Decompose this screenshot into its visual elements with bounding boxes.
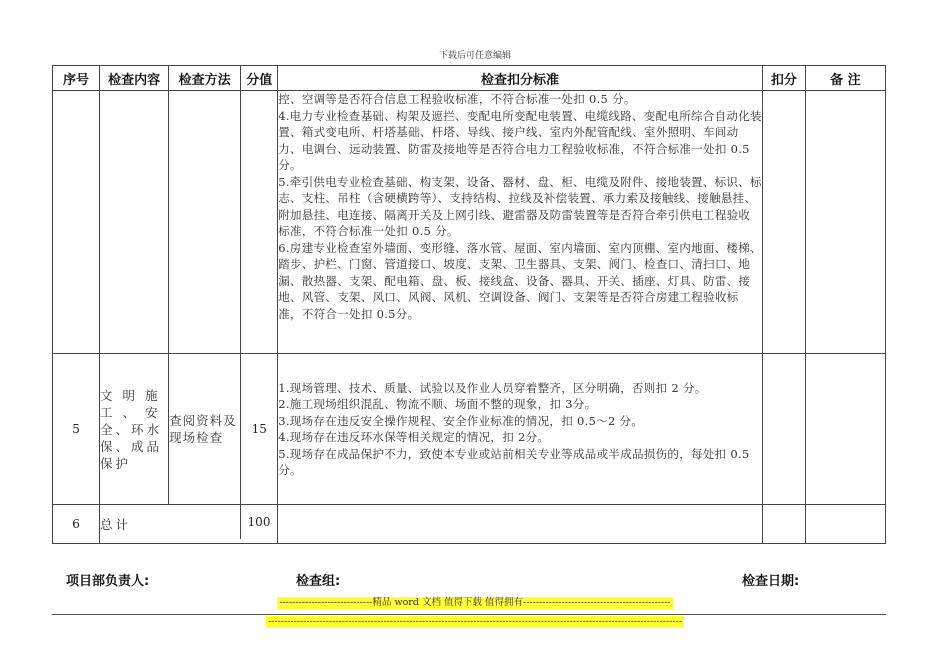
cell-remarks: [805, 354, 885, 505]
banner-line-2: ---------------------------------------------------------------------------------------------------------------------------------: [267, 616, 683, 627]
total-label: 总计: [100, 517, 132, 532]
banner-line-1: -----------------------------精品 word 文档 值得下载 值得拥有----------------------------------------------: [279, 597, 671, 608]
cell-content: 文 明 施工 、 安全、环水保、成品保护: [100, 354, 169, 505]
cell-no: 5: [53, 354, 100, 505]
criteria-item: 控、空调等是否符合信息工程验收标准，不符合标准一处扣 0.5 分。: [278, 92, 636, 106]
bottom-rule: [52, 614, 886, 615]
cell-deduction: [762, 354, 805, 505]
table-header-row: [53, 66, 886, 91]
criteria-item: 2.施工现场组织混乱、物流不顺、场面不整的现象，扣 3分。: [278, 397, 597, 411]
cell-remarks: [805, 505, 885, 544]
cell-score: 15: [241, 354, 278, 505]
header-criteria: 检查扣分标准: [278, 66, 763, 91]
criteria-item: 3.现场存在违反安全操作规程、安全作业标准的情况，扣 0.5～2 分。: [278, 413, 644, 428]
table-row: [53, 91, 886, 354]
cell-no: [53, 91, 100, 354]
header-content: 检查内容: [100, 66, 169, 91]
cell-method: 查阅资料及现场检查: [169, 354, 241, 505]
header-remarks: 备 注: [805, 66, 885, 91]
cell-deduction: [762, 505, 805, 544]
header-note: 下载后可任意编辑: [438, 51, 511, 61]
criteria-item: 6.房建专业检查室外墙面、变形缝、落水管、屋面、室内墙面、室内顶棚、室内地面、楼梯、踏步、护栏、门窗、管道接口、坡度、支架、卫生器具、支架、阀门、检查口、清扫口、地漏、散热器、支架、配电箱、盘、板、接线盒、设备、器具、开关、插座、灯具、防雷、接地、风管、支架、风口、风阀、风机、空调设备、阀门、支架等是否符合房建工程验收标准，不符合一处扣 0.5分。: [278, 240, 762, 321]
header-method: 检查方法: [169, 66, 241, 91]
table-row: [53, 505, 886, 544]
project-manager-label: 项目部负责人:: [66, 574, 150, 589]
inspection-group-label: 检查组:: [296, 574, 341, 589]
promo-banner: [0, 590, 950, 628]
total-score: 100: [247, 515, 271, 529]
cell-score: [241, 91, 278, 354]
cell-content: [100, 91, 169, 354]
cell-no: 6: [53, 505, 100, 544]
inspection-date-label: 检查日期:: [742, 574, 800, 589]
table-row: [53, 354, 886, 505]
criteria-item: 5.牵引供电专业检查基础、构支架、设备、器材、盘、柜、电缆及附件、接地装置、标识、标志、支柱、吊柱（含硬横跨等）、支持结构、拉线及补偿装置、承力索及接触线、接触悬挂、附加悬挂、电连接、隔离开关及上网引线、避雷器及防雷装置等是否符合牵引供电工程验收标准，不符合标准一处扣 0.5 分。: [278, 174, 762, 238]
cell-deduction: [762, 91, 805, 354]
criteria-item: 4.现场存在违反环水保等相关规定的情况，扣 2分。: [278, 430, 550, 444]
criteria-item: 5.现场存在成品保护不力，致使本专业或站前相关专业等成品或半成品损伤的，每处扣 0.5分。: [278, 446, 750, 477]
criteria-item: 4.电力专业检查基础、构架及遮拦、变配电所变配电装置、电缆线路、变配电所综合自动化装置、箱式变电所、杆塔基础、杆塔、导线、接户线、室内外配管配线、室外照明、车间动力、电调台、远动装置、防雷及接地等是否符合电力工程验收标准，不符合标准一处扣 0.5 分。: [278, 108, 762, 172]
header-deduction: 扣分: [762, 66, 805, 91]
header-no: 序号: [53, 66, 100, 91]
cell-criteria: [278, 354, 763, 505]
inspection-table: [52, 65, 886, 544]
cell-criteria: [278, 505, 763, 544]
cell-remarks: [805, 91, 885, 354]
cell-criteria: [278, 91, 763, 354]
total-row-divider: [240, 500, 241, 539]
cell-method: [169, 91, 241, 354]
header-score: 分值: [241, 66, 278, 91]
criteria-item: 1.现场管理、技术、质量、试验以及作业人员穿着整齐，区分明确，否则扣 2 分。: [278, 380, 707, 395]
